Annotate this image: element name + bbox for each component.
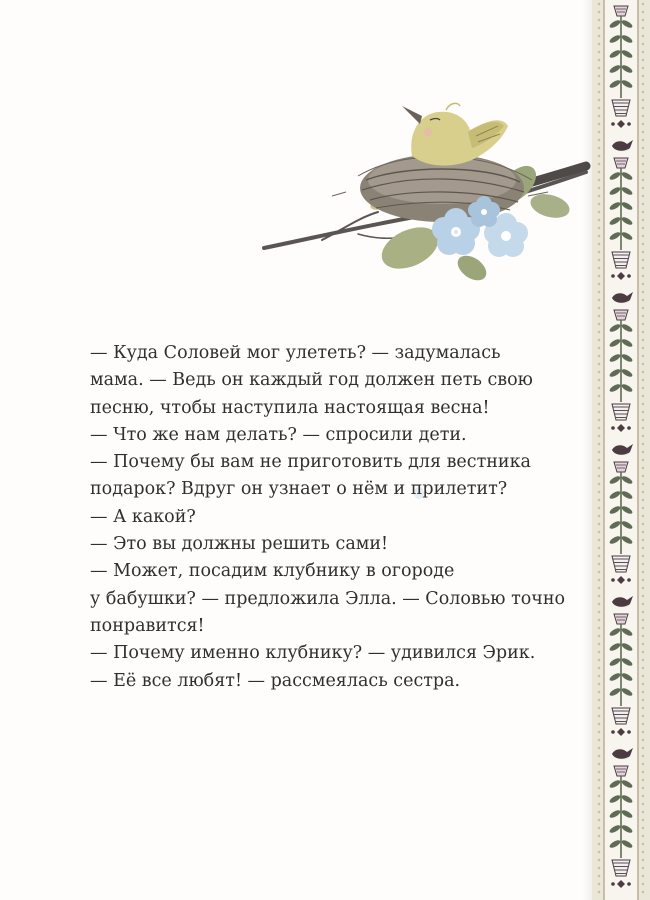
border-dot xyxy=(642,483,645,486)
decorative-border xyxy=(592,0,650,900)
border-dot xyxy=(598,619,601,622)
border-dot xyxy=(598,387,601,390)
border-dot xyxy=(642,291,645,294)
border-dot xyxy=(598,219,601,222)
folk-ornament-ribbon xyxy=(592,0,650,900)
border-dot xyxy=(598,507,601,510)
border-dot xyxy=(642,795,645,798)
border-dot xyxy=(642,419,645,422)
border-dot xyxy=(598,515,601,518)
border-dot xyxy=(598,875,601,878)
border-dot xyxy=(642,531,645,534)
border-dot xyxy=(642,395,645,398)
border-dot xyxy=(642,339,645,342)
border-dot xyxy=(598,667,601,670)
border-dot xyxy=(598,491,601,494)
border-dot xyxy=(598,35,601,38)
border-dot xyxy=(642,555,645,558)
border-dot xyxy=(598,19,601,22)
border-dot xyxy=(598,259,601,262)
story-line: мама. — Ведь он каждый год должен петь свою xyxy=(90,370,533,391)
border-dot xyxy=(598,643,601,646)
border-dot xyxy=(598,787,601,790)
border-dot xyxy=(598,251,601,254)
border-dot xyxy=(642,163,645,166)
border-dot xyxy=(642,83,645,86)
border-dot xyxy=(598,691,601,694)
border-dot xyxy=(598,587,601,590)
border-dot xyxy=(598,547,601,550)
border-dot xyxy=(642,275,645,278)
border-dot xyxy=(598,283,601,286)
border-dot xyxy=(642,171,645,174)
border-dot xyxy=(642,595,645,598)
border-dot xyxy=(598,179,601,182)
border-dot xyxy=(642,683,645,686)
border-dot xyxy=(642,659,645,662)
border-dot xyxy=(598,187,601,190)
border-dot xyxy=(642,11,645,14)
ribbon-tulip-icon xyxy=(614,310,628,320)
border-dot xyxy=(642,467,645,470)
border-dot xyxy=(598,299,601,302)
border-dot xyxy=(598,459,601,462)
border-dot xyxy=(598,227,601,230)
border-dot xyxy=(598,115,601,118)
border-dot xyxy=(642,579,645,582)
border-dot xyxy=(598,275,601,278)
border-dot xyxy=(598,379,601,382)
border-dot xyxy=(598,739,601,742)
border-dot xyxy=(642,267,645,270)
border-dot xyxy=(642,571,645,574)
border-dot xyxy=(598,675,601,678)
ribbon-dot xyxy=(627,274,631,278)
border-dot xyxy=(598,651,601,654)
story-line: — Почему бы вам не приготовить для вестника xyxy=(90,452,531,473)
bird xyxy=(402,103,508,165)
border-dot xyxy=(642,475,645,478)
border-dot xyxy=(642,427,645,430)
border-dot xyxy=(642,219,645,222)
border-dot xyxy=(642,235,645,238)
story-line: — Почему именно клубнику? — удивился Эрик. xyxy=(90,643,536,664)
border-dot xyxy=(642,875,645,878)
border-dot xyxy=(598,163,601,166)
border-dot xyxy=(642,787,645,790)
story-text xyxy=(90,340,566,695)
border-dot xyxy=(598,627,601,630)
border-dot xyxy=(642,307,645,310)
border-dot xyxy=(642,459,645,462)
border-dot xyxy=(642,699,645,702)
border-dot xyxy=(642,451,645,454)
border-dot xyxy=(598,499,601,502)
border-dot xyxy=(642,507,645,510)
page-gutter-shadow xyxy=(582,0,592,900)
border-dot xyxy=(598,67,601,70)
border-dot xyxy=(598,779,601,782)
border-dot xyxy=(642,27,645,30)
ribbon-dot xyxy=(611,730,615,734)
border-dot xyxy=(642,355,645,358)
border-dot xyxy=(598,203,601,206)
border-dot xyxy=(642,843,645,846)
story-line: — Может, посадим клубнику в огороде xyxy=(90,561,455,582)
border-dot xyxy=(598,611,601,614)
border-dot xyxy=(642,539,645,542)
border-dot xyxy=(642,43,645,46)
border-dot xyxy=(598,819,601,822)
story-line: понравится! xyxy=(90,615,205,636)
story-line: — Что же нам делать? — спросили дети. xyxy=(90,424,467,445)
border-dot xyxy=(598,243,601,246)
border-dot xyxy=(642,75,645,78)
border-dot xyxy=(598,339,601,342)
ribbon-dot xyxy=(627,122,631,126)
border-dot xyxy=(598,467,601,470)
ribbon-dot xyxy=(611,426,615,430)
border-dot xyxy=(598,11,601,14)
border-dot xyxy=(598,355,601,358)
ribbon-tulip-icon xyxy=(614,614,628,624)
border-dot xyxy=(598,603,601,606)
border-dot xyxy=(598,723,601,726)
border-dot xyxy=(642,435,645,438)
border-dot xyxy=(598,83,601,86)
border-dot xyxy=(642,251,645,254)
border-dot xyxy=(642,283,645,286)
border-dot xyxy=(642,115,645,118)
border-dot xyxy=(598,75,601,78)
border-dot xyxy=(598,435,601,438)
border-dot xyxy=(642,59,645,62)
border-dot xyxy=(642,195,645,198)
border-dot xyxy=(598,483,601,486)
border-dot xyxy=(598,107,601,110)
border-dot xyxy=(642,747,645,750)
border-dot xyxy=(642,563,645,566)
border-dot xyxy=(598,195,601,198)
border-dot xyxy=(642,771,645,774)
border-dot xyxy=(598,451,601,454)
story-line: — Это вы должны решить сами! xyxy=(90,534,389,555)
border-dot xyxy=(598,747,601,750)
border-dot xyxy=(598,331,601,334)
border-dot xyxy=(642,891,645,894)
border-dot xyxy=(642,675,645,678)
border-dot xyxy=(642,819,645,822)
border-dot xyxy=(598,419,601,422)
border-dot xyxy=(642,107,645,110)
ribbon-dot xyxy=(611,122,615,126)
border-dot xyxy=(598,27,601,30)
border-dot xyxy=(598,43,601,46)
border-dot xyxy=(598,891,601,894)
border-dot xyxy=(642,211,645,214)
border-dot xyxy=(598,827,601,830)
ribbon-dot xyxy=(627,882,631,886)
story-line: песню, чтобы наступила настоящая весна! xyxy=(90,397,490,418)
border-dot xyxy=(642,499,645,502)
border-dot xyxy=(642,123,645,126)
border-dot xyxy=(598,51,601,54)
border-dot xyxy=(642,811,645,814)
border-dot xyxy=(598,859,601,862)
border-dot xyxy=(598,291,601,294)
border-dot xyxy=(642,411,645,414)
border-dot xyxy=(598,323,601,326)
border-dot xyxy=(642,243,645,246)
border-dot xyxy=(598,235,601,238)
border-dot xyxy=(642,67,645,70)
border-dot xyxy=(598,563,601,566)
border-dot xyxy=(642,155,645,158)
border-dot xyxy=(642,147,645,150)
border-dot xyxy=(598,539,601,542)
border-dot xyxy=(598,843,601,846)
border-dot xyxy=(642,779,645,782)
border-dot xyxy=(598,635,601,638)
border-dot xyxy=(598,555,601,558)
border-dot xyxy=(642,715,645,718)
border-dot xyxy=(598,755,601,758)
border-dot xyxy=(598,523,601,526)
ribbon-dot xyxy=(611,882,615,886)
border-dot xyxy=(642,691,645,694)
border-dot xyxy=(598,363,601,366)
border-dot xyxy=(598,763,601,766)
border-dot xyxy=(598,683,601,686)
border-dot xyxy=(642,867,645,870)
border-dot xyxy=(598,267,601,270)
border-dot xyxy=(642,179,645,182)
border-dot xyxy=(642,883,645,886)
story-line: — Куда Соловей мог улететь? — задумалась xyxy=(90,343,501,363)
border-dot xyxy=(598,123,601,126)
border-dot xyxy=(642,227,645,230)
border-dot xyxy=(598,59,601,62)
border-dot xyxy=(642,523,645,526)
ribbon-tulip-icon xyxy=(614,6,628,16)
bird-nest-illustration xyxy=(262,96,592,296)
border-dot xyxy=(642,587,645,590)
border-dot xyxy=(642,803,645,806)
border-dot xyxy=(642,627,645,630)
border-dot xyxy=(598,427,601,430)
border-dot xyxy=(642,35,645,38)
border-dot xyxy=(598,699,601,702)
border-dot xyxy=(642,547,645,550)
border-dot xyxy=(642,723,645,726)
border-dot xyxy=(642,859,645,862)
border-dot xyxy=(598,139,601,142)
border-dot xyxy=(598,171,601,174)
border-dot xyxy=(598,91,601,94)
ribbon-tulip-icon xyxy=(614,158,628,168)
border-dot xyxy=(642,19,645,22)
border-dot xyxy=(642,51,645,54)
border-dot xyxy=(642,755,645,758)
border-dot xyxy=(598,835,601,838)
border-dot xyxy=(642,707,645,710)
border-dot xyxy=(642,667,645,670)
ribbon-dot xyxy=(611,274,615,278)
border-dot xyxy=(598,715,601,718)
border-dot xyxy=(598,571,601,574)
border-dot xyxy=(642,91,645,94)
border-dot xyxy=(642,363,645,366)
border-dot xyxy=(642,379,645,382)
border-dot xyxy=(642,387,645,390)
border-dot xyxy=(642,139,645,142)
border-dot xyxy=(598,803,601,806)
border-dot xyxy=(598,659,601,662)
border-dot xyxy=(598,771,601,774)
border-dot xyxy=(598,731,601,734)
border-dot xyxy=(642,739,645,742)
border-dot xyxy=(598,795,601,798)
border-dot xyxy=(598,579,601,582)
border-dot xyxy=(642,403,645,406)
border-dot xyxy=(642,827,645,830)
border-dot xyxy=(598,475,601,478)
border-dot xyxy=(642,315,645,318)
border-dot xyxy=(598,211,601,214)
border-dot xyxy=(642,619,645,622)
ribbon-dot xyxy=(611,578,615,582)
border-dot xyxy=(642,331,645,334)
border-dot xyxy=(598,307,601,310)
border-dot xyxy=(598,131,601,134)
border-dot xyxy=(598,883,601,886)
border-dot xyxy=(642,3,645,6)
border-dot xyxy=(642,611,645,614)
story-line: — Её все любят! — рассмеялась сестра. xyxy=(90,670,461,691)
border-dot xyxy=(598,403,601,406)
border-dot xyxy=(598,867,601,870)
border-dot xyxy=(598,3,601,6)
ribbon-dot xyxy=(627,730,631,734)
border-dot xyxy=(642,203,645,206)
border-dot xyxy=(642,651,645,654)
border-dot xyxy=(642,259,645,262)
border-dot xyxy=(642,443,645,446)
border-dot xyxy=(642,635,645,638)
border-dot xyxy=(598,315,601,318)
ribbon-tulip-icon xyxy=(614,766,628,776)
border-dot xyxy=(642,99,645,102)
border-dot xyxy=(598,411,601,414)
story-line: у бабушки? — предложила Элла. — Соловью точно xyxy=(90,588,566,609)
border-dot xyxy=(642,299,645,302)
border-dot xyxy=(598,371,601,374)
border-dot xyxy=(642,835,645,838)
ribbon-dot xyxy=(627,578,631,582)
border-dot xyxy=(598,443,601,446)
border-dot xyxy=(642,515,645,518)
border-dot xyxy=(642,731,645,734)
border-dot xyxy=(598,155,601,158)
border-dot xyxy=(598,347,601,350)
border-dot xyxy=(642,491,645,494)
border-dot xyxy=(642,763,645,766)
border-dot xyxy=(642,851,645,854)
border-dot xyxy=(598,147,601,150)
border-dot xyxy=(642,131,645,134)
border-dot xyxy=(598,531,601,534)
border-dot xyxy=(642,643,645,646)
border-dot xyxy=(598,99,601,102)
story-line: — А какой? xyxy=(90,506,196,527)
border-dot xyxy=(598,595,601,598)
story-line: подарок? Вдруг он узнает о нём и прилетит? xyxy=(90,479,508,500)
border-dot xyxy=(598,811,601,814)
border-dot xyxy=(598,395,601,398)
border-dot xyxy=(642,347,645,350)
border-dot xyxy=(598,851,601,854)
border-dot xyxy=(598,707,601,710)
border-dot xyxy=(642,187,645,190)
border-dot xyxy=(642,603,645,606)
border-dot xyxy=(642,371,645,374)
border-dot xyxy=(642,323,645,326)
ribbon-tulip-icon xyxy=(614,462,628,472)
ribbon-dot xyxy=(627,426,631,430)
